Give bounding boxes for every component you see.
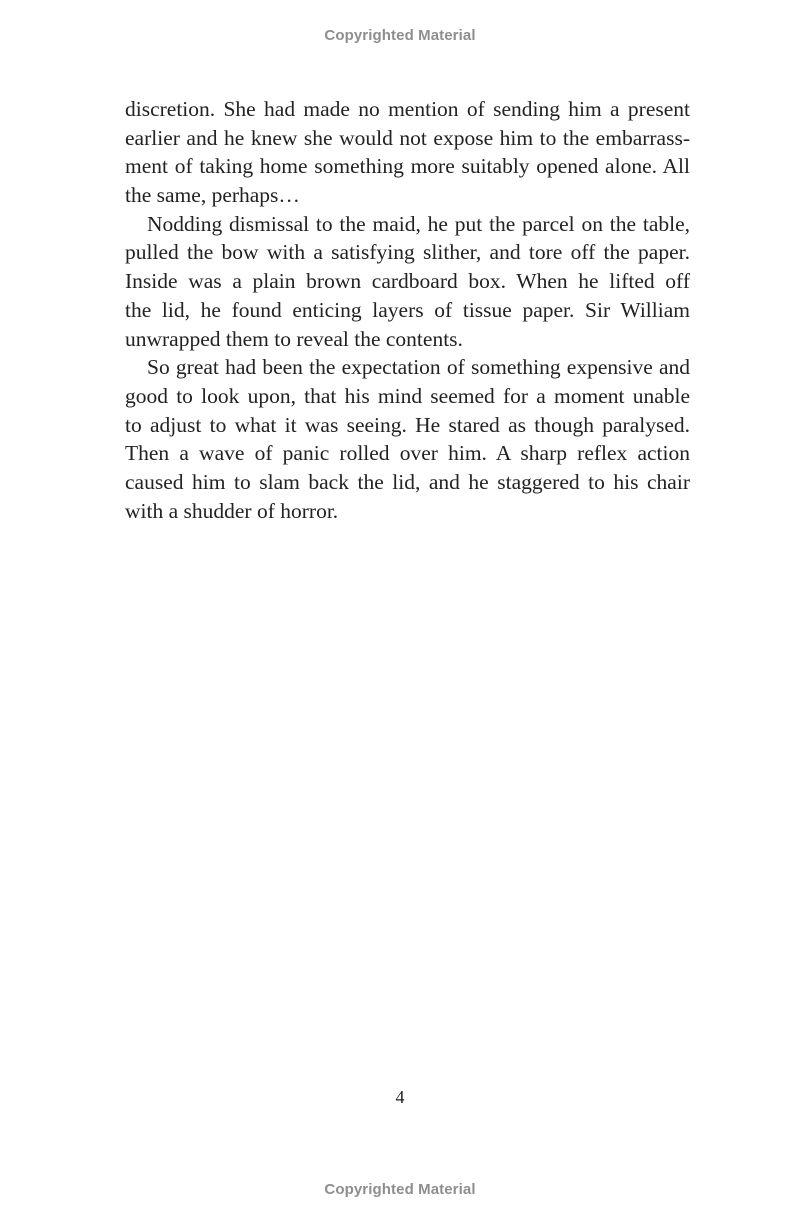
watermark-top: Copyrighted Material bbox=[324, 27, 476, 44]
text-line: ment of taking home something more suitably opened alone. All bbox=[125, 154, 690, 179]
text-line: unwrapped them to reveal the contents. bbox=[125, 326, 463, 351]
text-line: Then a wave of panic rolled over him. A sharp reflex action bbox=[125, 441, 690, 466]
page-number: 4 bbox=[395, 1087, 405, 1107]
paragraph-3 bbox=[125, 353, 690, 525]
paragraph-2 bbox=[125, 210, 690, 353]
text-line: earlier and he knew she would not expose him to the embarrass- bbox=[125, 125, 690, 150]
body-text bbox=[125, 95, 690, 525]
text-line: So great had been the expectation of something expensive and bbox=[147, 355, 690, 380]
text-line: Nodding dismissal to the maid, he put the parcel on the table, bbox=[147, 211, 690, 236]
text-line: good to look upon, that his mind seemed for a moment unable bbox=[125, 383, 690, 408]
text-line: with a shudder of horror. bbox=[125, 498, 339, 523]
text-line: the lid, he found enticing layers of tissue paper. Sir William bbox=[125, 297, 690, 322]
text-line: to adjust to what it was seeing. He stared as though paralysed. bbox=[125, 412, 690, 437]
paragraph-1 bbox=[125, 95, 690, 210]
text-line: the same, perhaps… bbox=[125, 183, 300, 208]
text-line: discretion. She had made no mention of sending him a present bbox=[125, 97, 690, 121]
text-line: caused him to slam back the lid, and he staggered to his chair bbox=[125, 469, 690, 494]
watermark-bottom: Copyrighted Material bbox=[324, 1181, 476, 1198]
text-line: pulled the bow with a satisfying slither, and tore off the paper. bbox=[125, 240, 690, 265]
text-line: Inside was a plain brown cardboard box. When he lifted off bbox=[125, 269, 690, 294]
